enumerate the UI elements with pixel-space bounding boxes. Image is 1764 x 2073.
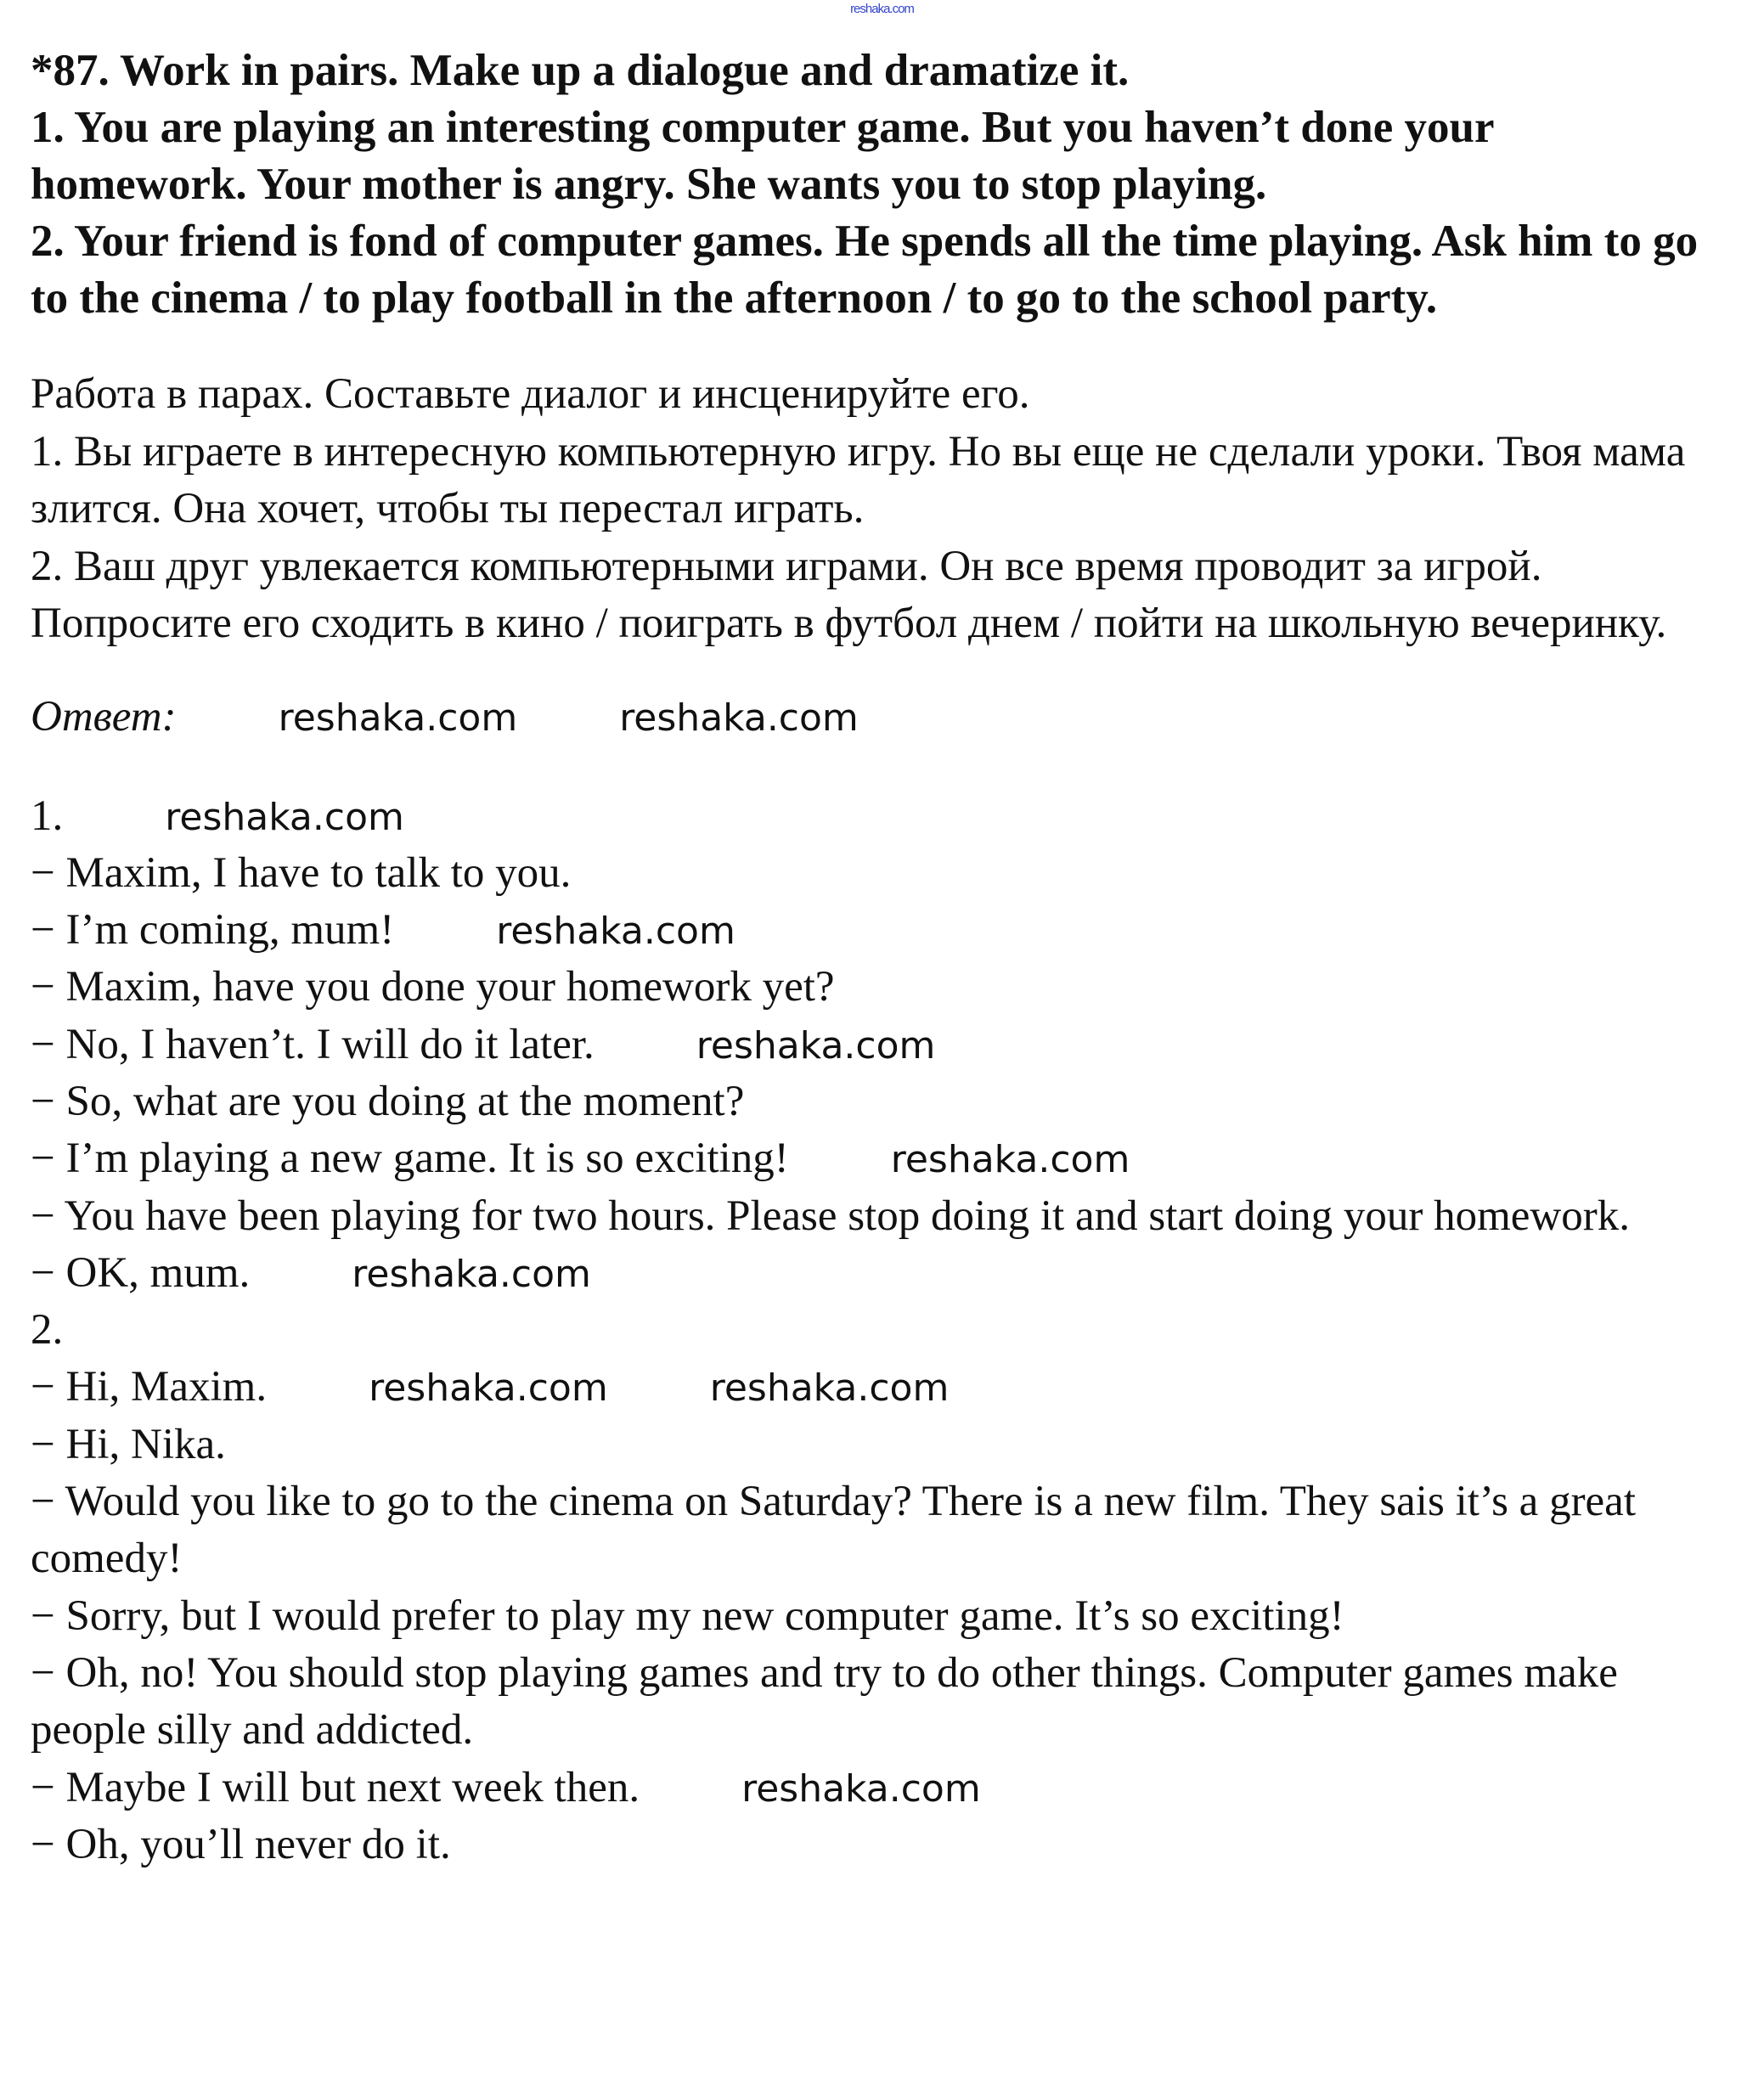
dialogue-line-text: − So, what are you doing at the moment?	[31, 1077, 745, 1125]
watermark: reshaka.com	[709, 1366, 950, 1411]
document-page	[31, 42, 1708, 1873]
dialogue-line	[31, 1473, 1708, 1588]
dialogue-line-text: − OK, mum.	[31, 1248, 251, 1297]
dialogue-line-text: − You have been playing for two hours. Please stop doing it and start doing your homework.	[31, 1191, 1630, 1240]
watermark: reshaka.com	[369, 1366, 608, 1411]
dialogue-line-text: − Oh, you’ll never do it.	[31, 1820, 451, 1868]
dialogue-line	[31, 1245, 1708, 1302]
dialogue-line-text: − Maxim, I have to talk to you.	[31, 848, 572, 897]
translation-item-1: 1. Вы играете в интересную компьютерную игру. Но вы еще не сделали уроки. Твоя мама злится. Она хочет, чтобы ты перестал играть.	[31, 427, 1686, 532]
dialogue-line	[31, 1188, 1708, 1245]
dialogue-line-text: − Hi, Nika.	[31, 1420, 226, 1468]
dialogue-line	[31, 1588, 1708, 1645]
dialogue-line	[31, 1017, 1708, 1073]
answer-dialogue	[31, 788, 1708, 1874]
dialogue-line	[31, 845, 1708, 902]
dialogue-line	[31, 1645, 1708, 1760]
translation-item-2: 2. Ваш друг увлекается компьютерными играми. Он все время проводит за игрой. Попросите его сходить в кино / поиграть в футбол днем / пойти на школьную вечеринку.	[31, 542, 1667, 647]
dialogue-line-text: − I’m coming, mum!	[31, 906, 395, 955]
dialogue-line-text: − Would you like to go to the cinema on Saturday? There is a new film. They sais it’s a great comedy!	[31, 1478, 1636, 1583]
dialogue-line	[31, 1760, 1708, 1817]
watermark: reshaka.com	[352, 1252, 591, 1296]
watermark: reshaka.com	[741, 1766, 981, 1811]
task-title: *87. Work in pairs. Make up a dialogue and dramatize it.	[31, 46, 1130, 95]
answer-row	[31, 689, 1708, 746]
task-translation	[31, 366, 1708, 653]
dialogue-line	[31, 1130, 1708, 1187]
dialogue-line-text: − Sorry, but I would prefer to play my new computer game. It’s so exciting!	[31, 1591, 1344, 1640]
answer-label: Ответ:	[31, 692, 177, 741]
watermark: reshaka.com	[696, 1023, 936, 1067]
task-item-2: 2. Your friend is fond of computer games. He spends all the time playing. Ask him to go to the cinema / to play football in the afternoon / to go to the school party.	[31, 217, 1699, 323]
dialogue-line-text: − Maybe I will but next week then.	[31, 1763, 640, 1811]
site-watermark-top: reshaka.com	[850, 2, 914, 16]
dialogue-line-text: − No, I haven’t. I will do it later.	[31, 1020, 595, 1068]
task-item-1: 1. You are playing an interesting computer game. But you haven’t done your homework. Your mother is angry. She wants you to stop playing.	[31, 103, 1494, 209]
translation-title: Работа в парах. Составьте диалог и инсценируйте его.	[31, 370, 1030, 418]
watermark: reshaka.com	[890, 1138, 1130, 1182]
watermark: reshaka.com	[165, 795, 404, 839]
dialogue-line-text: − Maxim, have you done your homework yet?	[31, 963, 835, 1011]
dialogue-line	[31, 1073, 1708, 1130]
dialogue-line	[31, 1417, 1708, 1473]
watermark: reshaka.com	[496, 910, 735, 954]
watermark: reshaka.com	[278, 696, 518, 740]
dialogue-line-text: − Oh, no! You should stop playing games and try to do other things. Computer games make people silly and addicted.	[31, 1648, 1618, 1755]
watermark: reshaka.com	[619, 696, 859, 740]
dialogue-line-text: − Hi, Maxim.	[31, 1363, 268, 1411]
dialogue-line	[31, 788, 1708, 845]
task-heading	[31, 42, 1708, 327]
dialogue-line-text: 2.	[31, 1306, 64, 1355]
dialogue-line	[31, 902, 1708, 959]
dialogue-line	[31, 959, 1708, 1016]
dialogue-line-text: 1.	[31, 791, 64, 840]
dialogue-line	[31, 1817, 1708, 1873]
dialogue-line	[31, 1302, 1708, 1359]
dialogue-line	[31, 1359, 1708, 1416]
dialogue-line-text: − I’m playing a new game. It is so exciting!	[31, 1135, 789, 1183]
